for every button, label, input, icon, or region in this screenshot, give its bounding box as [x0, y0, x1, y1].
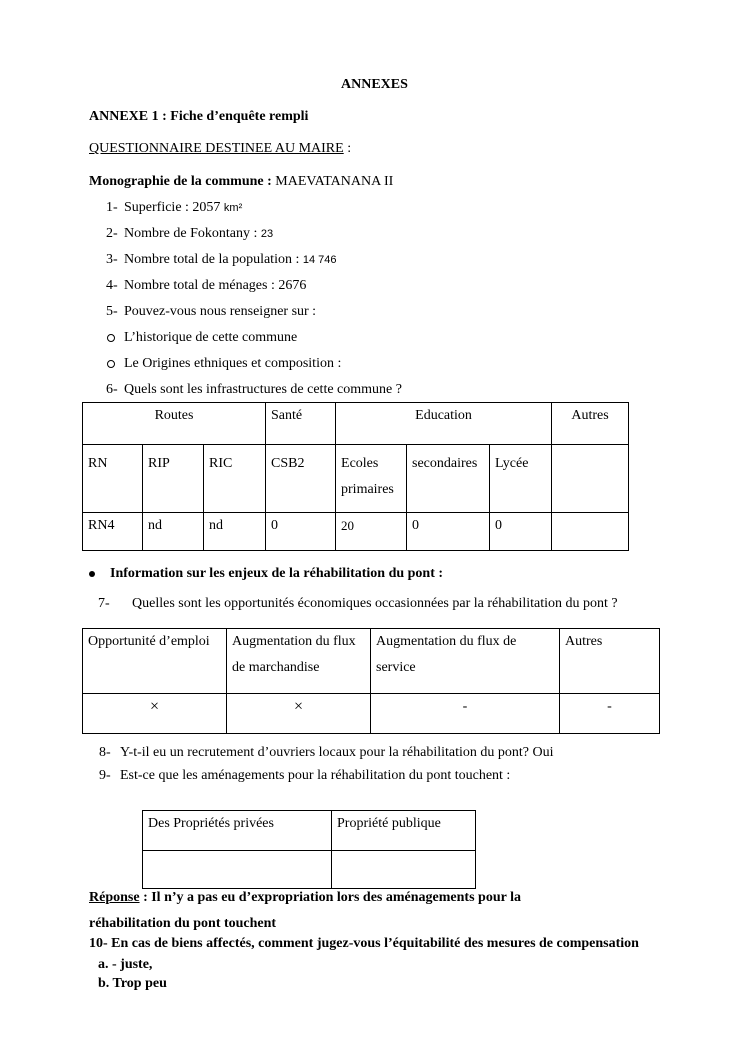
table-cell: nd	[143, 513, 204, 551]
table-cell: 0	[407, 513, 490, 551]
table-header-row	[83, 445, 629, 513]
item-num: 1-	[106, 200, 118, 215]
header-cell: Propriété publique	[332, 811, 476, 851]
item-4	[106, 278, 118, 294]
header-cell: Autres	[560, 629, 660, 694]
header-cell: Augmentation du flux de service	[371, 629, 560, 694]
item-5	[106, 304, 118, 320]
header-cell: RIP	[143, 445, 204, 513]
table-row	[83, 513, 629, 551]
header-cell: Des Propriétés privées	[143, 811, 332, 851]
page-title: ANNEXES	[341, 77, 408, 92]
reponse-label: Réponse	[89, 890, 140, 905]
header-cell: Augmentation du flux de marchandise	[227, 629, 371, 694]
item-2	[106, 226, 118, 242]
item-value: km²	[223, 202, 243, 214]
table-header-row	[143, 811, 476, 851]
q7-num: 7-	[98, 596, 110, 611]
q7-label: Quelles sont les opportunités économiques occasionnées par la réhabilitation du pont ?	[132, 596, 618, 611]
header-cell: Lycée	[490, 445, 552, 513]
header-cell: secondaires	[407, 445, 490, 513]
item-num: 2-	[106, 226, 118, 241]
table-cell: -	[560, 694, 660, 734]
reponse-line-2: réhabilitation du pont touchent	[89, 916, 277, 931]
item-label: Nombre de Fokontany :	[124, 226, 261, 241]
item-label: Nombre total de la population :	[124, 252, 303, 267]
table-cell: nd	[204, 513, 266, 551]
item-3	[106, 252, 118, 268]
sub-item-2: Le Origines ethniques et composition :	[124, 356, 342, 371]
option-a: a. - juste,	[98, 957, 153, 972]
header-cell: Opportunité d’emploi	[83, 629, 227, 694]
table-cell: 0	[490, 513, 552, 551]
table-header-row	[83, 629, 660, 694]
q8-num: 8-	[99, 745, 111, 760]
table-cell: 0	[266, 513, 336, 551]
table-cell	[143, 851, 332, 889]
q6-label: Quels sont les infrastructures de cette commune ?	[124, 382, 402, 397]
opportunity-table	[82, 628, 660, 734]
q6-num: 6-	[106, 382, 118, 397]
item-5-text	[124, 304, 316, 320]
table-cell: RN4	[83, 513, 143, 551]
q9-label: Est-ce que les aménagements pour la réhabilitation du pont touchent :	[120, 768, 511, 783]
table-cell: ×	[83, 694, 227, 734]
table-cell: ×	[227, 694, 371, 734]
q8-label: Y-t-il eu un recrutement d’ouvriers locaux pour la réhabilitation du pont? Oui	[120, 745, 554, 760]
reponse-line	[89, 890, 521, 906]
item-num: 4-	[106, 278, 118, 293]
group-autres: Autres	[552, 403, 629, 445]
item-value: 14 746	[302, 254, 337, 266]
q10: 10- En cas de biens affectés, comment jugez-vous l’équitabilité des mesures de compensation	[89, 936, 639, 951]
circle-bullet-icon	[107, 360, 115, 368]
group-sante: Santé	[266, 403, 336, 445]
infrastructure-table	[82, 402, 629, 551]
q9-num: 9-	[99, 768, 111, 783]
table-cell: -	[371, 694, 560, 734]
table-group-row	[83, 403, 629, 445]
group-education: Education	[336, 403, 552, 445]
item-2-text	[124, 226, 273, 242]
table-cell	[552, 513, 629, 551]
info-heading: Information sur les enjeux de la réhabilitation du pont :	[110, 566, 444, 581]
table-row	[143, 851, 476, 889]
header-cell	[552, 445, 629, 513]
circle-bullet-icon	[107, 334, 115, 342]
item-3-text	[124, 252, 337, 268]
bullet-icon	[89, 571, 95, 577]
questionnaire-suffix: :	[343, 141, 352, 156]
sub-item-1: L’historique de cette commune	[124, 330, 298, 345]
property-table	[142, 810, 476, 889]
table-cell: 20	[336, 513, 407, 551]
header-cell: RN	[83, 445, 143, 513]
header-cell: CSB2	[266, 445, 336, 513]
item-num: 5-	[106, 304, 118, 319]
monographie-line	[89, 174, 393, 190]
option-b: b. Trop peu	[98, 976, 167, 991]
item-1-text	[124, 200, 242, 216]
header-cell: RIC	[204, 445, 266, 513]
item-label: Superficie : 2057	[124, 200, 224, 215]
header-cell: Ecoles primaires	[336, 445, 407, 513]
item-label: Nombre total de ménages : 2676	[124, 278, 307, 293]
item-1	[106, 200, 118, 216]
item-4-text	[124, 278, 306, 294]
monographie-label: Monographie de la commune :	[89, 174, 276, 189]
item-num: 3-	[106, 252, 118, 267]
annex-heading: ANNEXE 1 : Fiche d’enquête rempli	[89, 109, 309, 124]
group-routes: Routes	[83, 403, 266, 445]
table-row	[83, 694, 660, 734]
questionnaire-heading	[89, 141, 351, 157]
table-cell	[332, 851, 476, 889]
reponse-text: : Il n’y a pas eu d’expropriation lors des aménagements pour la	[139, 890, 521, 905]
item-label: Pouvez-vous nous renseigner sur :	[124, 304, 317, 319]
item-value: 23	[260, 228, 274, 240]
monographie-value: MAEVATANANA II	[275, 174, 394, 189]
questionnaire-title: QUESTIONNAIRE DESTINEE AU MAIRE	[89, 141, 344, 156]
